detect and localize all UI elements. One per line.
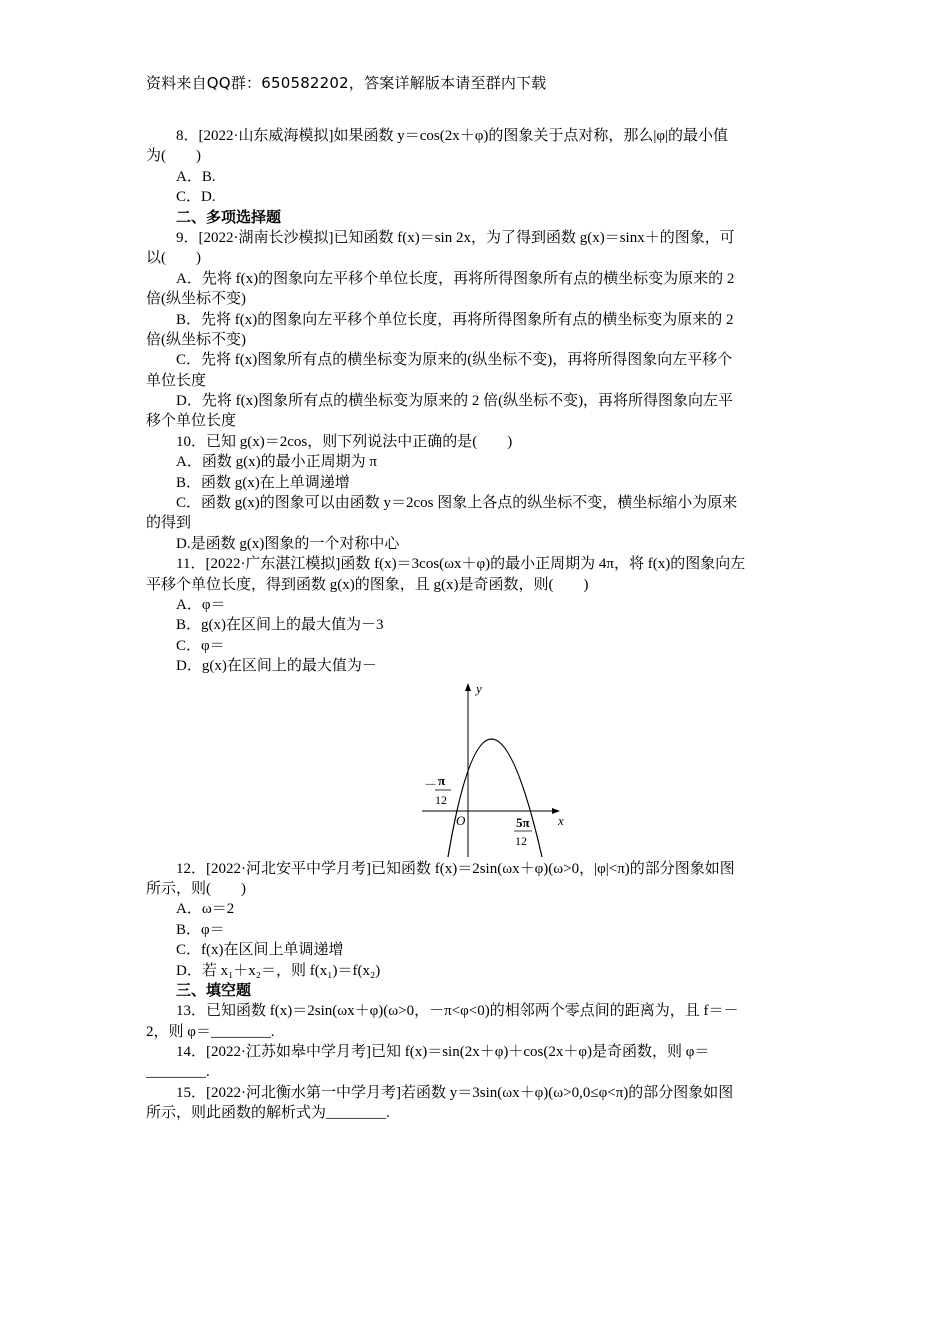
q11-option-b: B．g(x)在区间上的最大值为－3 bbox=[176, 617, 384, 634]
q10-option-c-line2: 的得到 bbox=[146, 515, 192, 532]
q12-stem-line1: 12．[2022·河北安平中学月考]已知函数 f(x)＝2sin(ωx＋φ)(ω>0，|φ|<π)的部分图象如图 bbox=[176, 860, 735, 877]
q13-stem-line2: 2，则 φ＝________. bbox=[146, 1023, 275, 1040]
y-axis-label: y bbox=[476, 680, 482, 696]
q12-option-b: B．φ＝ bbox=[176, 921, 225, 938]
q15-stem-line1: 15．[2022·河北衡水第一中学月考]若函数 y＝3sin(ωx＋φ)(ω>0,0≤φ<π)的部分图象如图 bbox=[176, 1084, 734, 1101]
q9-option-d-line1: D．先将 f(x)图象所有点的横坐标变为原来的 2 倍(纵坐标不变)，再将所得图象向左平 bbox=[176, 393, 734, 410]
q9-option-c-line1: C．先将 f(x)图象所有点的横坐标变为原来的(纵坐标不变)，再将所得图象向左平移个 bbox=[176, 352, 733, 369]
right-tick-numerator: 5π bbox=[516, 814, 530, 830]
y-axis-arrow bbox=[465, 683, 471, 691]
q12-option-a: A．ω＝2 bbox=[176, 901, 235, 918]
q10-option-d: D.是函数 g(x)图象的一个对称中心 bbox=[176, 535, 400, 552]
origin-label: O bbox=[456, 812, 466, 828]
left-sign: － bbox=[424, 776, 438, 792]
q11-stem-line2: 平移个单位长度，得到函数 g(x)的图象，且 g(x)是奇函数，则( ) bbox=[146, 576, 589, 593]
question-content bbox=[146, 126, 806, 1124]
sine-graph-figure bbox=[146, 681, 806, 857]
q11-option-c: C．φ＝ bbox=[176, 637, 225, 654]
q14-stem-line1: 14．[2022·江苏如皋中学月考]已知 f(x)＝sin(2x＋φ)＋cos(2x＋φ)是奇函数，则 φ＝ bbox=[176, 1044, 710, 1061]
q12-option-c: C．f(x)在区间上单调递增 bbox=[176, 942, 344, 959]
function-graph bbox=[418, 681, 568, 857]
q8-options-ab: A．B. bbox=[176, 168, 216, 185]
q10-option-b: B．函数 g(x)在上单调递增 bbox=[176, 474, 350, 491]
q15-stem-line2: 所示，则此函数的解析式为________. bbox=[146, 1105, 390, 1122]
q9-option-c-line2: 单位长度 bbox=[146, 372, 207, 389]
q8-stem-line1: 8．[2022·山东威海模拟]如果函数 y＝cos(2x＋φ)的图象关于点对称，那么|φ|的最小值 bbox=[176, 128, 729, 144]
left-tick-numerator: π bbox=[438, 772, 446, 788]
sine-curve bbox=[448, 739, 542, 857]
source-header: 资料来自QQ群：650582202，答案详解版本请至群内下载 bbox=[146, 74, 547, 92]
q10-option-a: A．函数 g(x)的最小正周期为 π bbox=[176, 454, 377, 471]
q10-stem: 10．已知 g(x)＝2cos，则下列说法中正确的是( ) bbox=[176, 433, 513, 450]
q14-stem-line2: ________. bbox=[146, 1064, 210, 1081]
q9-stem-line2: 以( ) bbox=[146, 250, 201, 267]
q9-stem-line1: 9．[2022·湖南长沙模拟]已知函数 f(x)＝sin 2x，为了得到函数 g(x)＝sinx＋的图象，可 bbox=[176, 229, 735, 246]
q11-option-d: D．g(x)在区间上的最大值为－ bbox=[176, 658, 377, 675]
section-heading-multiple-choice: 二、多项选择题 bbox=[176, 209, 282, 226]
q8-options-cd: C．D. bbox=[176, 189, 216, 206]
q12-stem-line2: 所示，则( ) bbox=[146, 880, 246, 897]
q10-option-c-line1: C．函数 g(x)的图象可以由函数 y＝2cos 图象上各点的纵坐标不变，横坐标缩小为原来 bbox=[176, 495, 738, 512]
q9-option-a-line2: 倍(纵坐标不变) bbox=[146, 291, 246, 308]
section-heading-fill-in: 三、填空题 bbox=[176, 982, 252, 999]
q9-option-a-line1: A．先将 f(x)的图象向左平移个单位长度，再将所得图象所有点的横坐标变为原来的 2 bbox=[176, 270, 735, 287]
q9-option-b-line1: B．先将 f(x)的图象向左平移个单位长度，再将所得图象所有点的横坐标变为原来的 2 bbox=[176, 311, 734, 328]
q9-option-b-line2: 倍(纵坐标不变) bbox=[146, 331, 246, 348]
q12-option-d: D．若 x₁＋x₂＝，则 f(x₁)＝f(x₂) bbox=[176, 962, 381, 979]
q11-stem-line1: 11．[2022·广东湛江模拟]函数 f(x)＝3cos(ωx＋φ)的最小正周期为 4π，将 f(x)的图象向左 bbox=[176, 556, 746, 573]
q8-stem-line2: 为( ) bbox=[146, 148, 201, 165]
left-tick-denominator: 12 bbox=[435, 792, 447, 807]
q9-option-d-line2: 移个单位长度 bbox=[146, 413, 237, 430]
right-tick-denominator: 12 bbox=[515, 833, 527, 848]
q11-option-a: A．φ＝ bbox=[176, 596, 226, 613]
x-axis-label: x bbox=[558, 812, 564, 828]
q13-stem-line1: 13．已知函数 f(x)＝2sin(ωx＋φ)(ω>0，－π<φ<0)的相邻两个零点间的距离为，且 f＝－ bbox=[176, 1003, 739, 1020]
